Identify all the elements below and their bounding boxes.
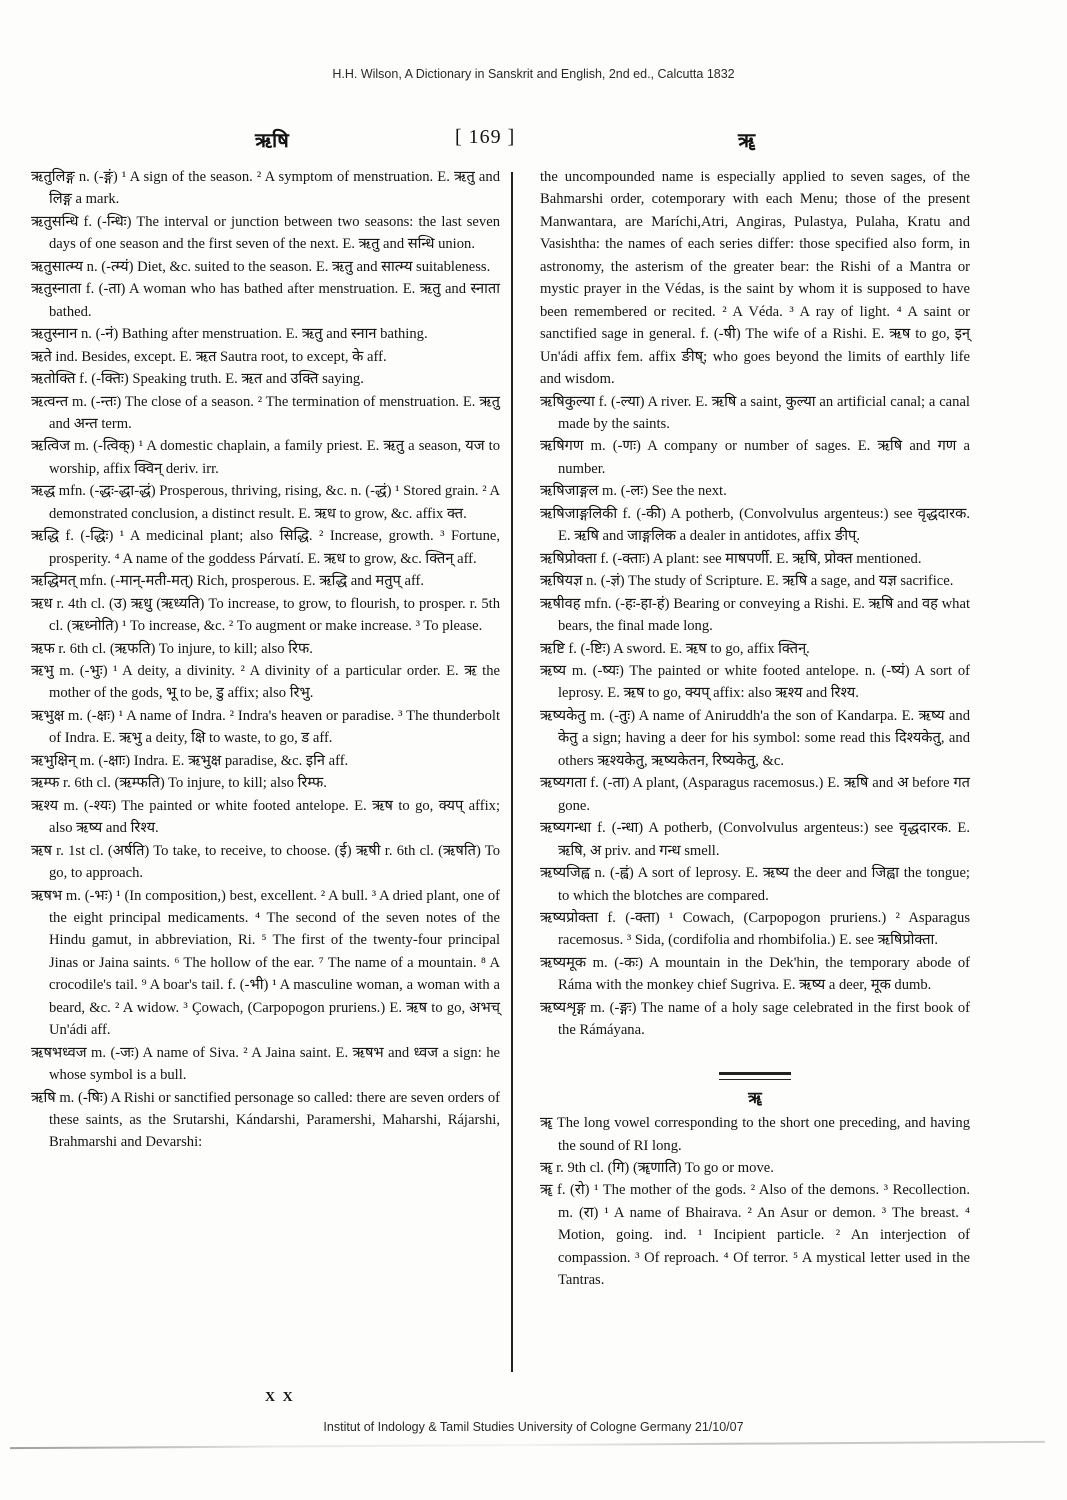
- dictionary-entry: ऋष्यशृङ्ग m. (-ङ्गः) The name of a holy sage celebrated in the first book of the Rámáyana.: [540, 999, 970, 1039]
- dictionary-entry: ऋष्य m. (-ष्यः) The painted or white footed antelope. n. (-ष्यं) A sort of leprosy. E. ऋष to go, क्यप् affix: also ऋश्य and रिश्य.: [540, 662, 970, 702]
- dictionary-entry: ऋष्यमूक m. (-कः) A mountain in the Dek'hin, the temporary abode of Ráma with the monkey chief Sugriva. E. ऋष्य a deer, मूक dumb.: [540, 954, 970, 994]
- scan-edge-artifact: [10, 1441, 1045, 1449]
- dictionary-entry: ऋद्धि f. (-द्धिः) ¹ A medicinal plant; also सिद्धि. ² Increase, growth. ³ Fortune, prosperity. ⁴ A name of the goddess Párvatí. E. ऋध to grow, &c. क्तिन् aff.: [31, 528, 500, 567]
- section-heading-letter: ॠ: [748, 1089, 762, 1107]
- running-head-right: ॠ: [738, 130, 756, 152]
- dictionary-entry: ऋषिगण m. (-णः) A company or number of sages. E. ऋषि and गण a number.: [540, 438, 970, 477]
- column-divider: [511, 172, 513, 1372]
- dictionary-entry: ऋध r. 4th cl. (उ) ऋधु (ऋध्यति) To increase, to grow, to flourish, to prosper. r. 5th cl. (ऋध्नोति) ¹ To increase, &c. ² To augment or make increase. ³ To please.: [31, 595, 500, 635]
- dictionary-entry: ऋश्य m. (-श्यः) The painted or white footed antelope. E. ऋष to go, क्यप् affix; also ऋष्य and रिश्य.: [31, 797, 500, 837]
- dictionary-entry: ऋते ind. Besides, except. E. ऋत Sautra root, to except, के aff.: [31, 348, 387, 365]
- dictionary-entry: ऋद्ध mfn. (-द्धः-द्धा-द्धं) Prosperous, thriving, rising, &c. n. (-द्धं) ¹ Stored grain. ² A demonstrated conclusion, a distinct result. E. ऋध to grow, &c. affix क्त.: [31, 483, 500, 522]
- left-column: [31, 166, 500, 1154]
- entry-continuation: the uncompounded name is especially applied to seven sages, of the Bahmarshi order, cotemporary with each Menu; those of the present Manwantara, are Maríchi,Atri, Angiras, Pulastya, Pulaha, Kratu and Vasishtha: the names of each series differ: those specified also form, in astronomy, the asterism of the greater bear: the Rishi of a Mantra or mystic prayer in the Védas, is the saint by whom it is supposed to have been remembered or recited. ² A Véda. ³ A ray of light. ⁴ A saint or sanctified sage in general. f. (-षी) The wife of a Rishi. E. ऋष to go, इन् Un'ádi affix fem. affix ङीष्; who goes beyond the limits of earthly life and wisdom.: [540, 169, 970, 388]
- dictionary-entry: ऋषीवह mfn. (-हः-हा-हं) Bearing or conveying a Rishi. E. ऋषि and वह what bears, the final made long.: [540, 595, 970, 635]
- dictionary-entry: ऋतुस्नान n. (-नं) Bathing after menstruation. E. ऋतु and स्नान bathing.: [31, 326, 428, 343]
- dictionary-entry: ऋभु m. (-भुः) ¹ A deity, a divinity. ² A divinity of a particular order. E. ऋ the mother of the gods, भू to be, डु affix; also रिभु.: [31, 662, 500, 702]
- page-number: [ 169 ]: [455, 126, 516, 148]
- dictionary-entry: ऋषभ m. (-भः) ¹ (In composition,) best, excellent. ² A bull. ³ A dried plant, one of the eight principal medicaments. ⁴ The second of the seven notes of the Hindu gamut, in abbreviation, Ri. ⁵ The first of the twenty-four principal Jinas or Jaina saints. ⁶ The hollow of the ear. ⁷ The name of a mountain. ⁸ A crocodile's tail. ⁹ A boar's tail. f. (-भी) ¹ A masculine woman, a woman with a beard, &c. ² A widow. ³ Çowach, (Carpopogon pruriens.) E. ऋष to go, अभच् Un'ádi aff.: [31, 887, 500, 1039]
- dictionary-entry: ऋषिप्रोक्ता f. (-क्ताः) A plant: see माषपर्णी. E. ऋषि, प्रोक्त mentioned.: [540, 550, 922, 567]
- dictionary-entry: ऋष्यप्रोक्ता f. (-क्ता) ¹ Cowach, (Carpopogon pruriens.) ² Asparagus racemosus. ³ Sida, (cordifolia and rhombifolia.) E. see ऋषिप्रोक्ता.: [540, 909, 970, 949]
- dictionary-entry: ऋषियज्ञ n. (-ज्ञं) The study of Scripture. E. ऋषि a sage, and यज्ञ sacrifice.: [540, 573, 954, 590]
- dictionary-entry: ऋषिकुल्या f. (-ल्या) A river. E. ऋषि a saint, कुल्या an artificial canal; a canal made by the saints.: [540, 393, 970, 432]
- dictionary-entry: ॠ r. 9th cl. (गि) (ॠणाति) To go or move.: [540, 1160, 774, 1177]
- scan-footer-note: Institut of Indology & Tamil Studies University of Cologne Germany 21/10/07: [323, 1420, 744, 1434]
- dictionary-entry: ऋष r. 1st cl. (अर्षति) To take, to receive, to choose. (ई) ऋषी r. 6th cl. (ऋषति) To go, to approach.: [31, 842, 500, 882]
- section-separator-rule: [719, 1072, 791, 1080]
- dictionary-entry: ऋष्यकेतु m. (-तुः) A name of Aniruddh'a the son of Kandarpa. E. ऋष्य and केतु a sign; having a deer for his symbol: some read this दिश्यकेतु, and others ऋश्यकेतु, ऋष्यकेतन, रिष्यकेतु, &c.: [540, 707, 970, 769]
- dictionary-entry: ऋषिजाङ्गल m. (-लः) See the next.: [540, 483, 727, 500]
- dictionary-entry: ऋतोक्ति f. (-क्तिः) Speaking truth. E. ऋत and उक्ति saying.: [31, 371, 364, 388]
- dictionary-entry: ऋफ r. 6th cl. (ऋफति) To injure, to kill; also रिफ.: [31, 640, 313, 657]
- dictionary-entry: ऋषिजाङ्गलिकी f. (-की) A potherb, (Convolvulus argenteus:) see वृद्धदारक. E. ऋषि and जाङ्गलिक a dealer in antidotes, affix ङीप्.: [540, 505, 970, 545]
- dictionary-entry: ॠ The long vowel corresponding to the short one preceding, and having the sound of RI long.: [540, 1115, 970, 1154]
- dictionary-entry: ऋतुसन्धि f. (-न्धिः) The interval or junction between two seasons: the last seven days of one season and the first seven of the next. E. ऋतु and सन्धि union.: [31, 213, 500, 253]
- dictionary-entry: ऋष्यजिह्व n. (-ह्वं) A sort of leprosy. E. ऋष्य the deer and जिह्वा the tongue; to which the blotches are compared.: [540, 865, 970, 904]
- dictionary-entry: ॠ f. (रो) ¹ The mother of the gods. ² Also of the demons. ³ Recollection. m. (रा) ¹ A name of Bhairava. ² An Asur or demon. ³ The breast. ⁴ Motion, going. ind. ¹ Incipient particle. ² An interjection of compassion. ³ Of reproach. ⁴ Of terror. ⁵ A mystical letter used in the Tantras.: [540, 1182, 970, 1289]
- running-head-left: ऋषि: [255, 130, 289, 152]
- dictionary-entry: ऋष्यगन्धा f. (-न्धा) A potherb, (Convolvulus argenteus:) see वृद्धदारक. E. ऋषि, अ priv. and गन्ध smell.: [540, 820, 970, 859]
- dictionary-entry: ऋत्विज m. (-त्विक्) ¹ A domestic chaplain, a family priest. E. ऋतु a season, यज to worship, affix क्विन् deriv. irr.: [31, 438, 500, 477]
- dictionary-entry: ऋष्यगता f. (-ता) A plant, (Asparagus racemosus.) E. ऋषि and अ before गत gone.: [540, 775, 970, 814]
- dictionary-entry: ऋम्फ r. 6th cl. (ऋम्फति) To injure, to kill; also रिम्फ.: [31, 775, 327, 792]
- dictionary-entry: ऋद्धिमत् mfn. (-मान्-मती-मत्) Rich, prosperous. E. ऋद्धि and मतुप् aff.: [31, 573, 425, 590]
- dictionary-entry: ऋतुसात्म्य n. (-त्म्यं) Diet, &c. suited to the season. E. ऋतु and सात्म्य suitableness.: [31, 258, 491, 275]
- scan-header-note: H.H. Wilson, A Dictionary in Sanskrit and English, 2nd ed., Calcutta 1832: [332, 67, 735, 81]
- dictionary-entry: ऋभुक्षिन् m. (-क्षाः) Indra. E. ऋभुक्ष paradise, &c. इनि aff.: [31, 752, 349, 769]
- dictionary-entry: ऋषभध्वज m. (-जः) A name of Siva. ² A Jaina saint. E. ऋषभ and ध्वज a sign: he whose symbol is a bull.: [31, 1044, 500, 1084]
- right-column: [540, 166, 970, 1292]
- dictionary-entry: ऋत्वन्त m. (-न्तः) The close of a season. ² The termination of menstruation. E. ऋतु and अन्त term.: [31, 393, 500, 432]
- dictionary-entry: ऋतुलिङ्ग n. (-ङ्गं) ¹ A sign of the season. ² A symptom of menstruation. E. ऋतु and लिङ्ग a mark.: [31, 169, 500, 208]
- printer-signature-mark: X X: [265, 1390, 295, 1405]
- dictionary-entry: ऋतुस्नाता f. (-ता) A woman who has bathed after menstruation. E. ऋतु and स्नाता bathed.: [31, 281, 500, 320]
- dictionary-entry: ऋषि m. (-षिः) A Rishi or sanctified personage so called: there are seven orders of these saints, as the Srutarshi, Kándarshi, Paramershi, Maharshi, Rájarshi, Brahmarshi and Devarshi:: [31, 1089, 500, 1151]
- dictionary-entry: ऋभुक्ष m. (-क्षः) ¹ A name of Indra. ² Indra's heaven or paradise. ³ The thunderbolt of Indra. E. ऋभु a deity, क्षि to waste, to go, ड aff.: [31, 707, 500, 747]
- dictionary-entry: ऋष्टि f. (-ष्टिः) A sword. E. ऋष to go, affix क्तिन्.: [540, 640, 810, 657]
